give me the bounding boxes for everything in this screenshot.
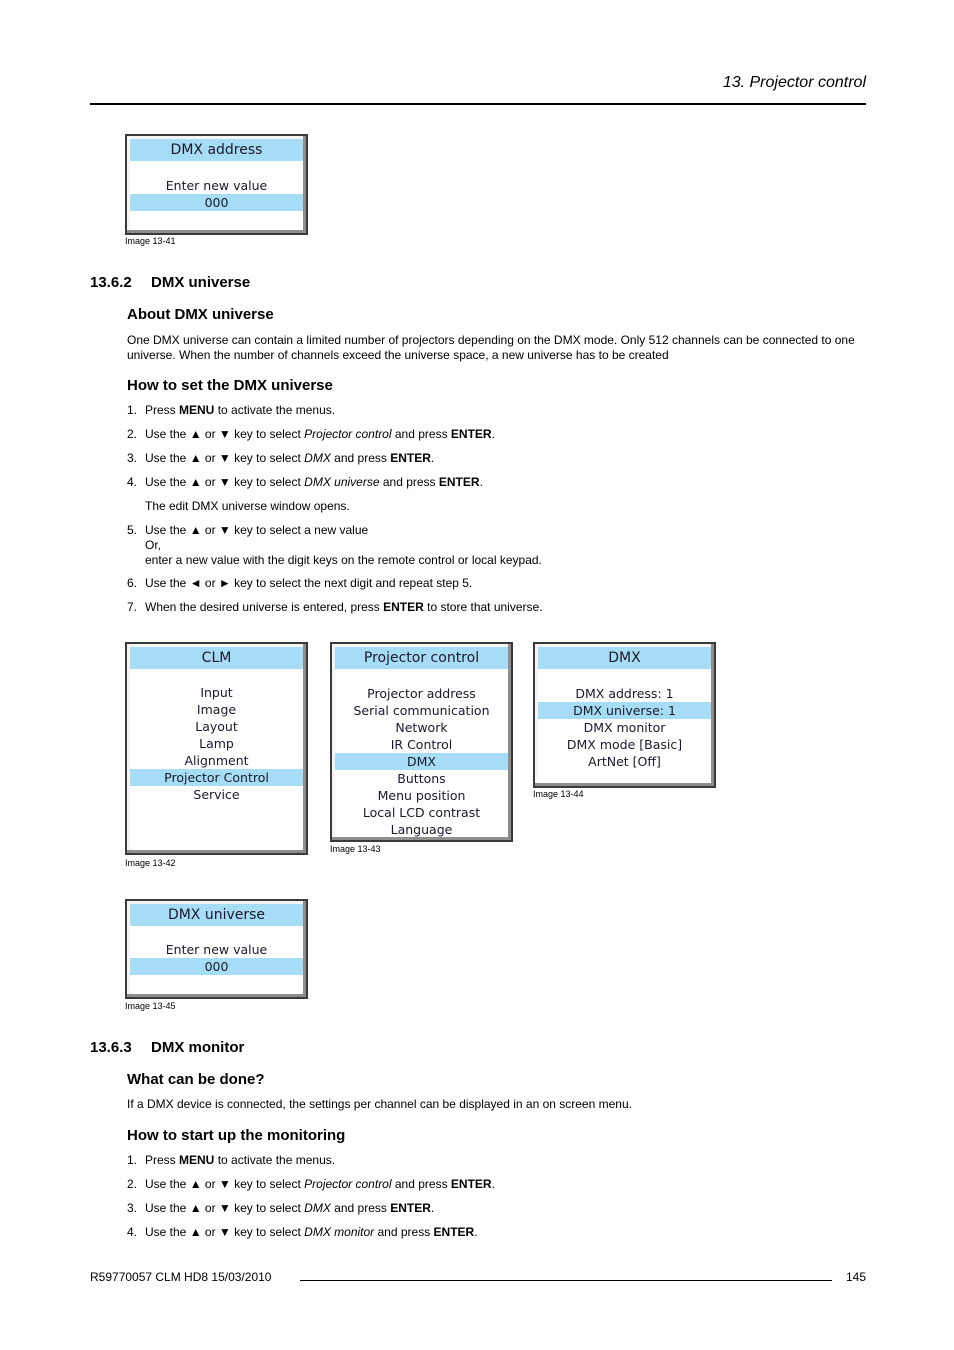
section-heading [90,1039,244,1056]
figure-caption: Image 13-43 [330,844,381,854]
osd-menu-item: DMX address: 1 [575,686,674,701]
step-number: 7. [127,600,138,614]
menu-item-name: DMX monitor [304,1225,375,1239]
menu-item-name: DMX universe [304,475,380,489]
osd-menu-item: Language [390,822,453,837]
step-text: to activate the menus. [214,403,336,417]
subheading-howto: How to set the DMX universe [127,377,333,394]
step-text: and press [379,475,439,489]
page-number: 145 [845,1270,866,1284]
step-text: Use the ▲ or ▼ key to select a new value [145,523,369,537]
step-text: . [430,451,435,465]
section-heading [90,274,250,291]
step-number: 4. [127,475,138,489]
step-text: Use the ▲ or ▼ key to select [145,1201,305,1215]
step-text: When the desired universe is entered, press [145,600,384,614]
step-number: 2. [127,1177,138,1191]
key-name: ENTER [450,1177,492,1191]
step-number: 3. [127,451,138,465]
menu-item-name: Projector control [304,427,392,441]
key-name: ENTER [450,427,492,441]
projector-control-menu-window [330,642,513,842]
footer-rule [300,1280,832,1281]
osd-menu-item: Menu position [377,788,466,803]
step-text: . [474,1225,478,1239]
osd-menu-item: Service [193,787,240,802]
menu-item-name: DMX [304,451,331,465]
footer-doc-reference: R59770057 CLM HD8 15/03/2010 [90,1270,272,1284]
step-text: Use the ◄ or ► key to select the next digit and repeat step 5. [145,576,473,590]
key-name: MENU [179,1153,215,1167]
step-number: 2. [127,427,138,441]
what-paragraph: If a DMX device is connected, the settings per channel can be displayed in an on screen menu. [127,1097,632,1111]
step-text: to activate the menus. [214,1153,336,1167]
about-paragraph: One DMX universe can contain a limited number of projectors depending on the DMX mode. Only 512 channels can be connected to one universe. When the number of channels exceed the universe space, a new universe has to be created [127,333,855,362]
step-number: 5. [127,523,138,537]
figure-caption: Image 13-41 [125,236,176,246]
menu-item-name: DMX [304,1201,331,1215]
osd-title: DMX address [130,139,303,161]
step-4-note: The edit DMX universe window opens. [145,499,350,513]
subheading-about: About DMX universe [127,306,274,323]
step-text: . [491,427,495,441]
osd-value-field: 000 [130,194,303,211]
key-name: ENTER [390,451,431,465]
section-title: DMX monitor [151,1039,245,1056]
osd-menu-item: IR Control [390,737,453,752]
osd-menu-item: Input [200,685,233,700]
step-text: and press [330,451,391,465]
osd-prompt: Enter new value [165,942,268,957]
osd-menu-item-selected: DMX [335,753,508,770]
step-text: . [430,1201,435,1215]
section-number: 13.6.2 [90,274,132,291]
step-text: Press [145,403,180,417]
step-text: Use the ▲ or ▼ key to select [145,1225,305,1239]
osd-menu-item: Network [395,720,448,735]
osd-menu-item-selected: Projector Control [130,769,303,786]
dmx-address-window [125,134,308,235]
step-text: . [479,475,483,489]
step-text: . [491,1177,495,1191]
key-name: ENTER [438,475,480,489]
figure-caption: Image 13-42 [125,858,176,868]
step-text: Use the ▲ or ▼ key to select [145,451,305,465]
step-text: Use the ▲ or ▼ key to select [145,475,305,489]
key-name: ENTER [383,600,424,614]
section-number: 13.6.3 [90,1039,132,1056]
step-text: Use the ▲ or ▼ key to select [145,427,305,441]
step-number: 6. [127,576,138,590]
osd-value-field: 000 [130,958,303,975]
osd-menu-item: Serial communication [353,703,490,718]
figure-caption: Image 13-44 [533,789,584,799]
dmx-universe-window [125,899,308,999]
chapter-header: 13. Projector control [722,74,866,91]
step-number: 4. [127,1225,138,1239]
step-text: Or, [145,538,162,552]
key-name: ENTER [390,1201,431,1215]
step-text: to store that universe. [423,600,543,614]
step-text: enter a new value with the digit keys on the remote control or local keypad. [145,553,542,567]
clm-menu-window [125,642,308,855]
step-text: and press [374,1225,434,1239]
step-number: 1. [127,403,138,417]
step-text: Press [145,1153,180,1167]
osd-menu-item: Projector address [367,686,476,701]
subheading-howto: How to start up the monitoring [127,1127,346,1144]
osd-title: DMX universe [130,904,303,926]
osd-menu-item: Image [196,702,237,717]
osd-menu-item: Buttons [397,771,446,786]
step-number: 1. [127,1153,138,1167]
osd-menu-item: DMX mode [Basic] [566,737,683,752]
osd-menu-item: Local LCD contrast [362,805,481,820]
step-number: 3. [127,1201,138,1215]
figure-caption: Image 13-45 [125,1001,176,1011]
subheading-what: What can be done? [127,1071,265,1088]
osd-menu-item: Layout [195,719,238,734]
step-text: and press [330,1201,391,1215]
osd-menu-item: DMX monitor [583,720,666,735]
osd-prompt: Enter new value [165,178,268,193]
step-text: Use the ▲ or ▼ key to select [145,1177,305,1191]
header-rule [90,103,866,105]
key-name: MENU [179,403,215,417]
osd-menu-item: Alignment [184,753,249,768]
section-title: DMX universe [151,274,251,291]
step-text: and press [391,427,451,441]
osd-menu-item: Lamp [199,736,234,751]
step-text: and press [391,1177,451,1191]
osd-title: DMX [538,647,711,669]
osd-title: CLM [130,647,303,669]
osd-menu-item-selected: DMX universe: 1 [538,702,711,719]
dmx-menu-window [533,642,716,788]
osd-menu-item: ArtNet [Off] [588,754,661,769]
key-name: ENTER [433,1225,475,1239]
osd-title: Projector control [335,647,508,669]
menu-item-name: Projector control [304,1177,392,1191]
